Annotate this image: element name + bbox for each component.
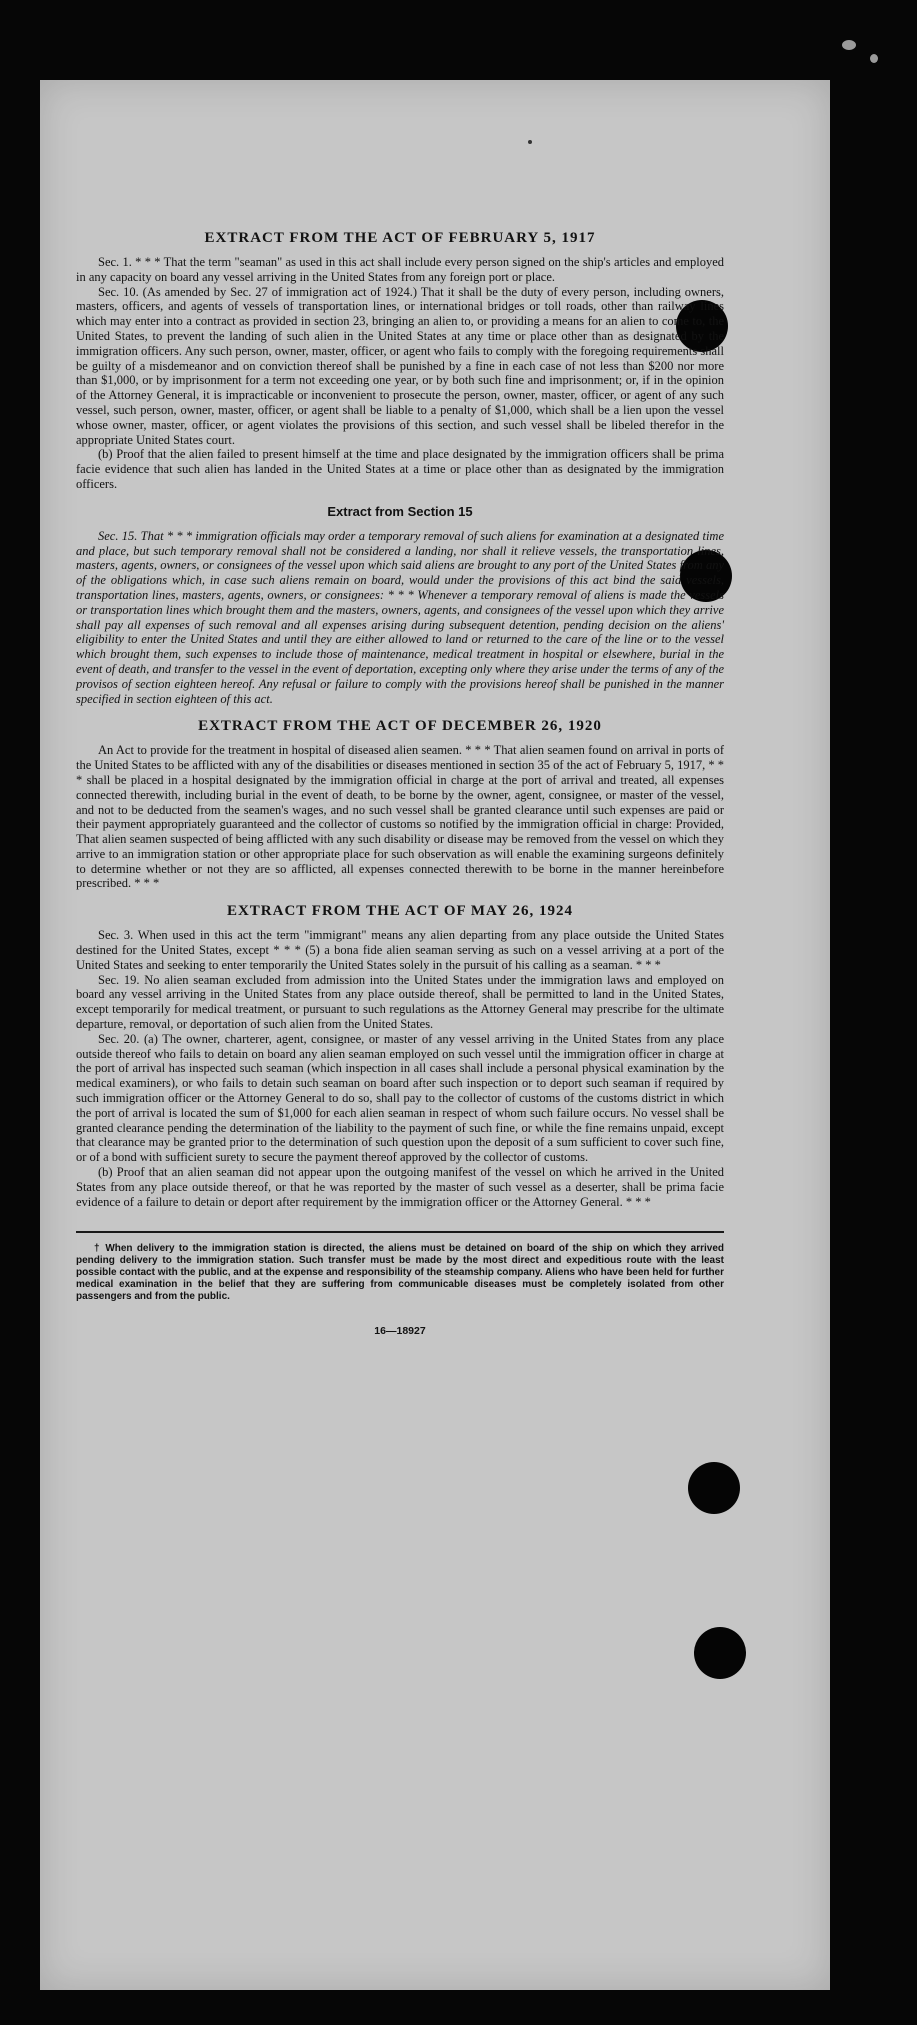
paragraph: Sec. 10. (As amended by Sec. 27 of immigration act of 1924.) That it shall be the duty of every person, including owners, masters, officers, and agents of vessels of transportation lines, or international bridges or toll roads, other than railway lines which may enter into a contract as provided in section 23, bringing an alien to, or providing a means for an alien to come to, the United States, to prevent the landing of such alien in the United States at any time or place other than as designated by the immigration officers. Any such person, owner, master, officer, or agent who fails to comply with the foregoing requirements shall be guilty of a misdemeanor and on conviction thereof shall be punished by a fine in each case of not less than $200 nor more than $1,000, or by imprisonment for a term not exceeding one year, or by both such fine and imprisonment; or, if in the opinion of the Attorney General, it is impracticable or inconvenient to prosecute the person, owner, master, officer, or agent of any such vessel, such person, owner, master, officer, or agent shall be liable to a penalty of $1,000, which shall be a lien upon the vessel whose owner, master, officer, or agent violates the provisions of this section, and such vessel shall be libeled therefor in the appropriate United States court. [76, 284, 724, 447]
section-heading: EXTRACT FROM THE ACT OF DECEMBER 26, 1920 [198, 718, 602, 735]
paragraph: Sec. 1. * * * That the term "seaman" as used in this act shall include every person signed on the ship's articles and employed in any capacity on board any vessel arriving in the United States from any foreign port or place. [76, 255, 724, 284]
section-heading: EXTRACT FROM THE ACT OF FEBRUARY 5, 1917 [204, 230, 596, 246]
paragraph: Sec. 3. When used in this act the term "immigrant" means any alien departing from any place outside the United States destined for the United States, except * * * (5) a bona fide alien seaman serving as such on a vessel arriving at a port of the United States and seeking to enter temporarily the United States solely in the pursuit of his calling as a seaman. * * * [76, 928, 724, 972]
scan-speck [870, 54, 878, 63]
scan-dot [528, 140, 532, 144]
section-subheading: Extract from Section 15 [327, 503, 473, 519]
footnote-rule [76, 1231, 724, 1233]
paragraph: (b) Proof that the alien failed to present himself at the time and place designated by the immigration officers shall be prima facie evidence that such alien has landed in the United States at a time or place other than as designated by the immigration officers. [76, 447, 724, 491]
paragraph: Sec. 15. That * * * immigration officials may order a temporary removal of such aliens for examination at a designated time and place, but such temporary removal shall not be considered a landing, nor shall it relieve vessels, the transportation lines, masters, agents, owners, or consignees of the vessel upon which said aliens are brought to any port of the United States from any of the obligations which, in case such aliens remain on board, would under the provisions of this act bind the said vessels, transportation lines, masters, agents, owners, or consignees: * * * Whenever a temporary removal of aliens is made the vessels or transportation lines which brought them and the masters, owners, agents, and consignees of the vessel upon which they arrive shall pay all expenses of such removal and all expenses arising during subsequent detention, pending decision on the aliens' eligibility to enter the United States and until they are either allowed to land or returned to the care of the line or to the vessel which brought them, such expenses to include those of maintenance, medical treatment in hospital or elsewhere, burial in the event of death, and transfer to the vessel in the event of deportation, excepting only where they arise under the terms of any of the provisos of section eighteen hereof. Any refusal or failure to comply with the provisions hereof shall be punished in the manner specified in section eighteen of this act. [76, 528, 724, 706]
section-heading: EXTRACT FROM THE ACT OF MAY 26, 1924 [226, 903, 574, 920]
punch-hole [688, 1462, 740, 1514]
scan-speck [842, 40, 856, 50]
footnote: † When delivery to the immigration station is directed, the aliens must be detained on board of the ship on which they arrived pending delivery to the immigration station. Such transfer must be made by the most direct and expeditious route with the least possible contact with the public, and at the expense and responsibility of the steamship company. Aliens who have been held for further medical examination in the belief that they are suffering from communicable diseases must be completely isolated from other passengers and from the public. [76, 1243, 724, 1303]
paragraph: Sec. 19. No alien seaman excluded from admission into the United States under the immigration laws and employed on board any vessel arriving in the United States from any place outside thereof, shall be permitted to land in the United States, except temporarily for medical treatment, or pursuant to such regulations as the Attorney General may prescribe for the ultimate departure, removal, or deportation of such alien from the United States. [76, 972, 724, 1032]
paragraph: Sec. 20. (a) The owner, charterer, agent, consignee, or master of any vessel arriving in the United States from any place outside thereof who fails to detain on board any alien seaman employed on such vessel until the immigration officer in charge at the port of arrival has inspected such seaman (which inspection in all cases shall include a personal physical examination by the medical examiners), or who fails to detain such seaman on board after such inspection or to deport such seaman if required by such immigration officer or the Attorney General to do so, shall pay to the collector of customs of the customs district in which the port of arrival is located the sum of $1,000 for each alien seaman in respect of whom such failure occurs. No vessel shall be granted clearance pending the determination of the liability to the payment of such fine, or while the fine remains unpaid, except that clearance may be granted prior to the determination of such question upon the deposit of a sum sufficient to cover such fine, or of a bond with sufficient surety to secure the payment thereof approved by the collector of customs. [76, 1031, 724, 1165]
paragraph: (b) Proof that an alien seaman did not appear upon the outgoing manifest of the vessel on which he arrived in the United States from any place outside thereof, or that he was reported by the master of such vessel as a deserter, shall be prima facie evidence of a failure to detain or deport after requirement by the immigration officer or the Attorney General. * * * [76, 1165, 724, 1209]
print-code: 16—18927 [374, 1325, 426, 1338]
document-body [76, 230, 724, 1337]
paragraph: An Act to provide for the treatment in hospital of diseased alien seamen. * * * That alien seamen found on arrival in ports of the United States to be afflicted with any of the disabilities or diseases mentioned in section 35 of the act of February 5, 1917, * * * shall be placed in a hospital designated by the immigration official in charge at the port of arrival and treated, all expenses connected therewith, including burial in the event of death, to be borne by the owner, agent, consignee, or master of the vessel, and not to be deducted from the seamen's wages, and no such vessel shall be granted clearance until such expenses are paid or their payment appropriately guaranteed and the collector of customs so notified by the immigration official in charge: Provided, That alien seamen suspected of being afflicted with any such disability or disease may be removed from the vessel on which they arrive to an immigration station or other appropriate place for such observation as will enable the examining surgeons definitely to determine whether or not they are so afflicted, all expenses connected therewith to be borne in the manner hereinbefore prescribed. * * * [76, 743, 724, 891]
punch-hole [694, 1627, 746, 1679]
